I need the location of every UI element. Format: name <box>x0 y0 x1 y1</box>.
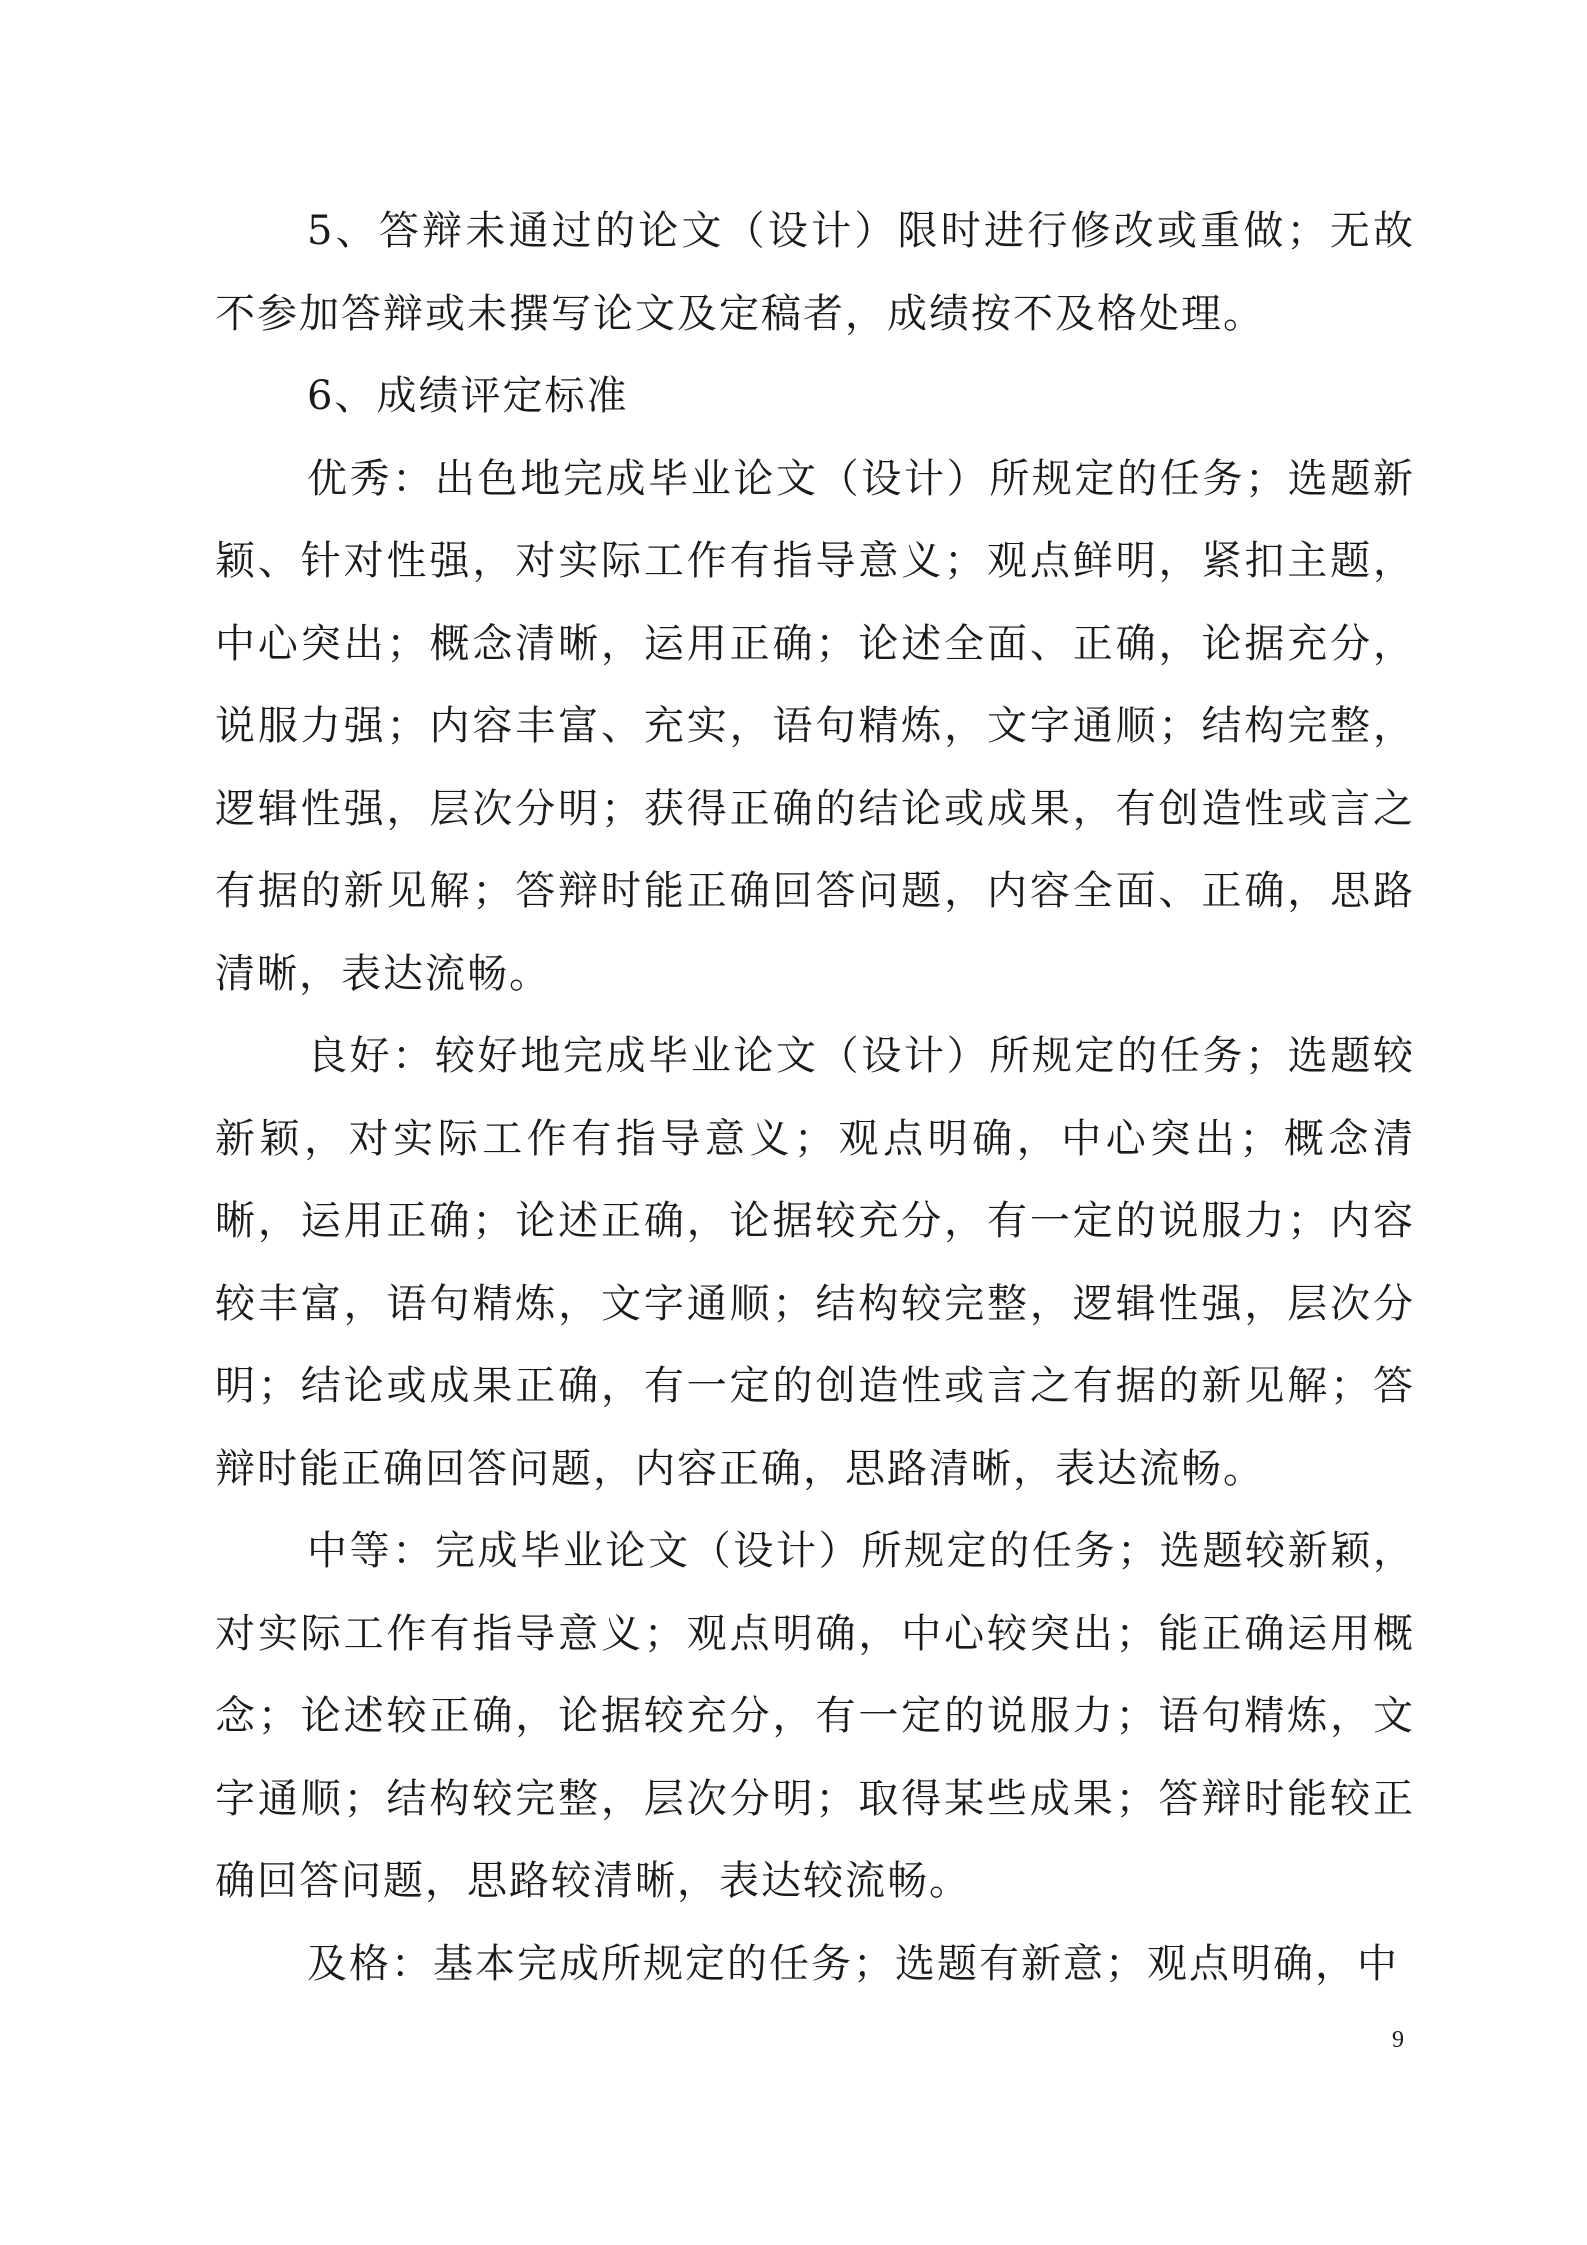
paragraph-medium: 中等：完成毕业论文（设计）所规定的任务；选题较新颖，对实际工作有指导意义；观点明确，中心较突出；能正确运用概念；论述较正确，论据较充分，有一定的说服力；语句精炼，文字通顺；结构较完整，层次分明；取得某些成果；答辩时能较正确回答问题，思路较清晰，表达较流畅。 <box>215 1528 1415 1904</box>
paragraph-good: 良好：较好地完成毕业论文（设计）所规定的任务；选题较新颖，对实际工作有指导意义；观点明确，中心突出；概念清晰，运用正确；论述正确，论据较充分，有一定的说服力；内容较丰富，语句精炼，文字通顺；结构较完整，逻辑性强，层次分明；结论或成果正确，有一定的创造性或言之有据的新见解；答辩时能正确回答问题，内容正确，思路清晰，表达流畅。 <box>215 1033 1415 1492</box>
paragraph-excellent: 优秀：出色地完成毕业论文（设计）所规定的任务；选题新颖、针对性强，对实际工作有指导意义；观点鲜明，紧扣主题，中心突出；概念清晰，运用正确；论述全面、正确，论据充分，说服力强；内容丰富、充实，语句精炼，文字通顺；结构完整，逻辑性强，层次分明；获得正确的结论或成果，有创造性或言之有据的新见解；答辩时能正确回答问题，内容全面、正确，思路清晰，表达流畅。 <box>215 455 1415 997</box>
paragraph-pass: 及格：基本完成所规定的任务；选题有新意；观点明确，中 <box>307 1940 1399 1987</box>
paragraph-grading-heading: 6、成绩评定标准 <box>307 373 629 419</box>
paragraph-defense-failure: 5、答辩未通过的论文（设计）限时进行修改或重做；无故不参加答辩或未撰写论文及定稿者，成绩按不及格处理。 <box>215 208 1415 337</box>
document-body <box>215 190 1415 2005</box>
page-number: 9 <box>1392 2027 1404 2053</box>
